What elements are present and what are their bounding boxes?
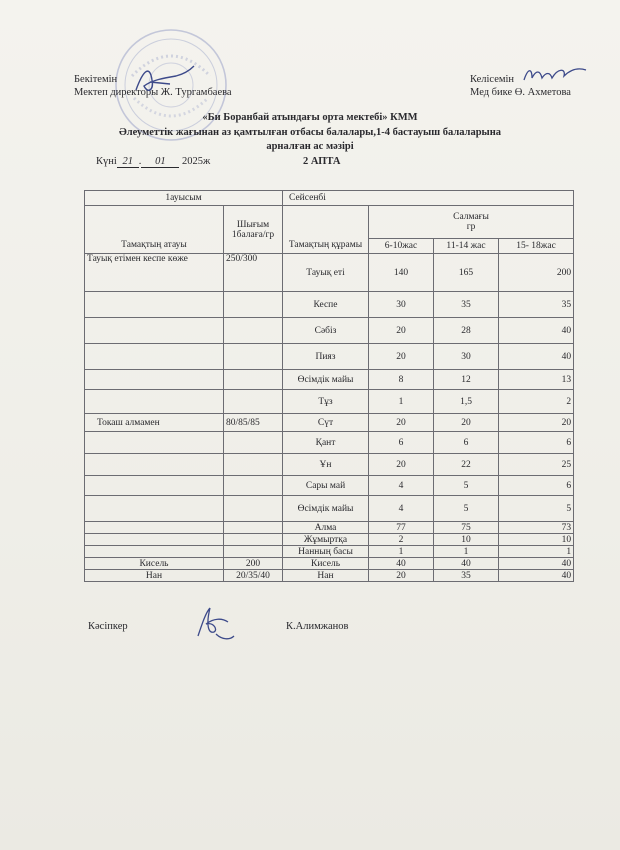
weight-15-18-cell: 40 [499,558,574,570]
yield-cell [224,496,283,522]
yield-cell: 80/85/85 [224,414,283,432]
nurse-name: Мед бике Ө. Ахметова [470,87,571,98]
weight-15-18-cell: 40 [499,318,574,344]
dish-cell: Тауық етімен кеспе көже [85,254,224,292]
entrepreneur-name: К.Алимжанов [286,621,349,632]
ingredient-cell: Сәбіз [283,318,369,344]
yield-cell [224,318,283,344]
agree-label: Келісемін [470,74,515,85]
yield-cell [224,522,283,534]
date-month: 01 [141,156,179,168]
weight-6-10-cell: 20 [369,318,434,344]
weight-15-18-cell: 6 [499,476,574,496]
weight-6-10-cell: 20 [369,570,434,582]
weight-6-10-cell: 77 [369,522,434,534]
weight-11-14-cell: 35 [434,292,499,318]
dish-cell [85,546,224,558]
table-row [85,522,574,534]
yield-cell: 20/35/40 [224,570,283,582]
weight-11-14-cell: 22 [434,454,499,476]
weight-15-18-cell: 40 [499,344,574,370]
table-row [85,370,574,390]
table-row [85,496,574,522]
table-row [85,318,574,344]
dish-cell [85,522,224,534]
ingredient-cell: Сары май [283,476,369,496]
dish-cell [85,432,224,454]
header-weight-line1: Салмағы [453,212,489,223]
weight-15-18-cell: 35 [499,292,574,318]
ingredient-cell: Нан [283,570,369,582]
ingredient-cell: Нанның басы [283,546,369,558]
weight-15-18-cell: 5 [499,496,574,522]
weight-11-14-cell: 5 [434,496,499,522]
dish-cell: Токаш алмамен [85,414,224,432]
weight-11-14-cell: 10 [434,534,499,546]
table-row [85,454,574,476]
weight-11-14-cell: 75 [434,522,499,534]
weight-15-18-cell: 1 [499,546,574,558]
shift-cell: 1ауысым [85,191,283,206]
ingredient-cell: Пияз [283,344,369,370]
age-group-3: 15- 18жас [499,239,574,254]
table-row [85,476,574,496]
header-composition: Тамақтың құрамы [283,206,369,254]
yield-cell [224,454,283,476]
header-yield [224,206,283,254]
weight-11-14-cell: 1,5 [434,390,499,414]
ingredient-cell: Кеспе [283,292,369,318]
yield-cell [224,370,283,390]
weight-11-14-cell: 5 [434,476,499,496]
weight-6-10-cell: 4 [369,496,434,522]
yield-cell [224,344,283,370]
weight-11-14-cell: 1 [434,546,499,558]
menu-title-line1: Әлеуметтік жағынан аз қамтылған отбасы балалары,1-4 бастауыш балаларына [118,127,502,138]
nurse-signature [520,64,590,86]
yield-cell: 200 [224,558,283,570]
yield-cell [224,476,283,496]
dish-cell [85,292,224,318]
yield-cell [224,432,283,454]
entrepreneur-label: Кәсіпкер [88,621,128,632]
header-weight-line2: гр [466,222,476,233]
ingredient-cell: Кисель [283,558,369,570]
table-row [85,254,574,292]
yield-cell [224,546,283,558]
date-day: 21 [117,156,139,168]
table-row [85,390,574,414]
weight-11-14-cell: 20 [434,414,499,432]
table-row [85,432,574,454]
yield-cell [224,534,283,546]
date-line: Күні 21 . 01 2025ж [96,156,211,167]
weight-15-18-cell: 6 [499,432,574,454]
dish-cell [85,390,224,414]
age-group-1: 6-10жас [369,239,434,254]
dish-cell: Кисель [85,558,224,570]
header-dish: Тамақтың атауы [85,206,224,254]
dish-cell [85,318,224,344]
week-label: 2 АПТА [303,156,341,167]
weight-6-10-cell: 20 [369,454,434,476]
weight-6-10-cell: 8 [369,370,434,390]
weight-6-10-cell: 4 [369,476,434,496]
weight-6-10-cell: 1 [369,546,434,558]
weight-11-14-cell: 28 [434,318,499,344]
dish-cell: Нан [85,570,224,582]
approve-label: Бекітемін [74,74,118,85]
menu-table-body [85,254,574,582]
yield-cell [224,390,283,414]
menu-table [84,190,574,582]
ingredient-cell: Өсімдік майы [283,496,369,522]
yield-cell [224,292,283,318]
weight-6-10-cell: 6 [369,432,434,454]
weight-6-10-cell: 1 [369,390,434,414]
weight-6-10-cell: 20 [369,344,434,370]
dish-cell [85,534,224,546]
weight-11-14-cell: 12 [434,370,499,390]
header-weight [369,206,574,239]
ingredient-cell: Тұз [283,390,369,414]
weight-15-18-cell: 13 [499,370,574,390]
weight-11-14-cell: 165 [434,254,499,292]
table-row [85,534,574,546]
table-row [85,414,574,432]
menu-title-line2: арналған ас мәзірі [266,141,354,152]
ingredient-cell: Ұн [283,454,369,476]
age-group-2: 11-14 жас [434,239,499,254]
header-yield-line1: Шығым [236,219,270,230]
ingredient-cell: Сүт [283,414,369,432]
weight-15-18-cell: 10 [499,534,574,546]
table-row [85,546,574,558]
dish-cell [85,344,224,370]
dish-cell [85,476,224,496]
weight-6-10-cell: 20 [369,414,434,432]
table-row [85,292,574,318]
director-signature [130,60,198,100]
dish-cell [85,370,224,390]
weight-15-18-cell: 2 [499,390,574,414]
entrepreneur-signature [188,604,238,644]
weight-11-14-cell: 40 [434,558,499,570]
ingredient-cell: Қант [283,432,369,454]
school-name: «Би Боранбай атындағы орта мектебі» КММ [202,112,418,123]
weight-11-14-cell: 35 [434,570,499,582]
ingredient-cell: Өсімдік майы [283,370,369,390]
ingredient-cell: Алма [283,522,369,534]
ingredient-cell: Тауық еті [283,254,369,292]
dish-cell [85,454,224,476]
weight-11-14-cell: 30 [434,344,499,370]
date-label: Күні [96,156,117,167]
weight-15-18-cell: 73 [499,522,574,534]
dish-cell [85,496,224,522]
weight-15-18-cell: 40 [499,570,574,582]
weight-15-18-cell: 200 [499,254,574,292]
weight-11-14-cell: 6 [434,432,499,454]
date-year: 2025ж [182,156,211,167]
header-yield-line2: 1балаға/гр [231,229,275,240]
table-row [85,558,574,570]
director-name: Мектеп директоры Ж. Тургамбаева [74,87,232,98]
yield-cell: 250/300 [224,254,283,292]
weight-6-10-cell: 2 [369,534,434,546]
ingredient-cell: Жұмыртқа [283,534,369,546]
table-row [85,570,574,582]
weight-6-10-cell: 140 [369,254,434,292]
table-row [85,344,574,370]
day-cell: Сейсенбі [283,191,574,206]
weight-15-18-cell: 20 [499,414,574,432]
weight-6-10-cell: 40 [369,558,434,570]
weight-6-10-cell: 30 [369,292,434,318]
weight-15-18-cell: 25 [499,454,574,476]
